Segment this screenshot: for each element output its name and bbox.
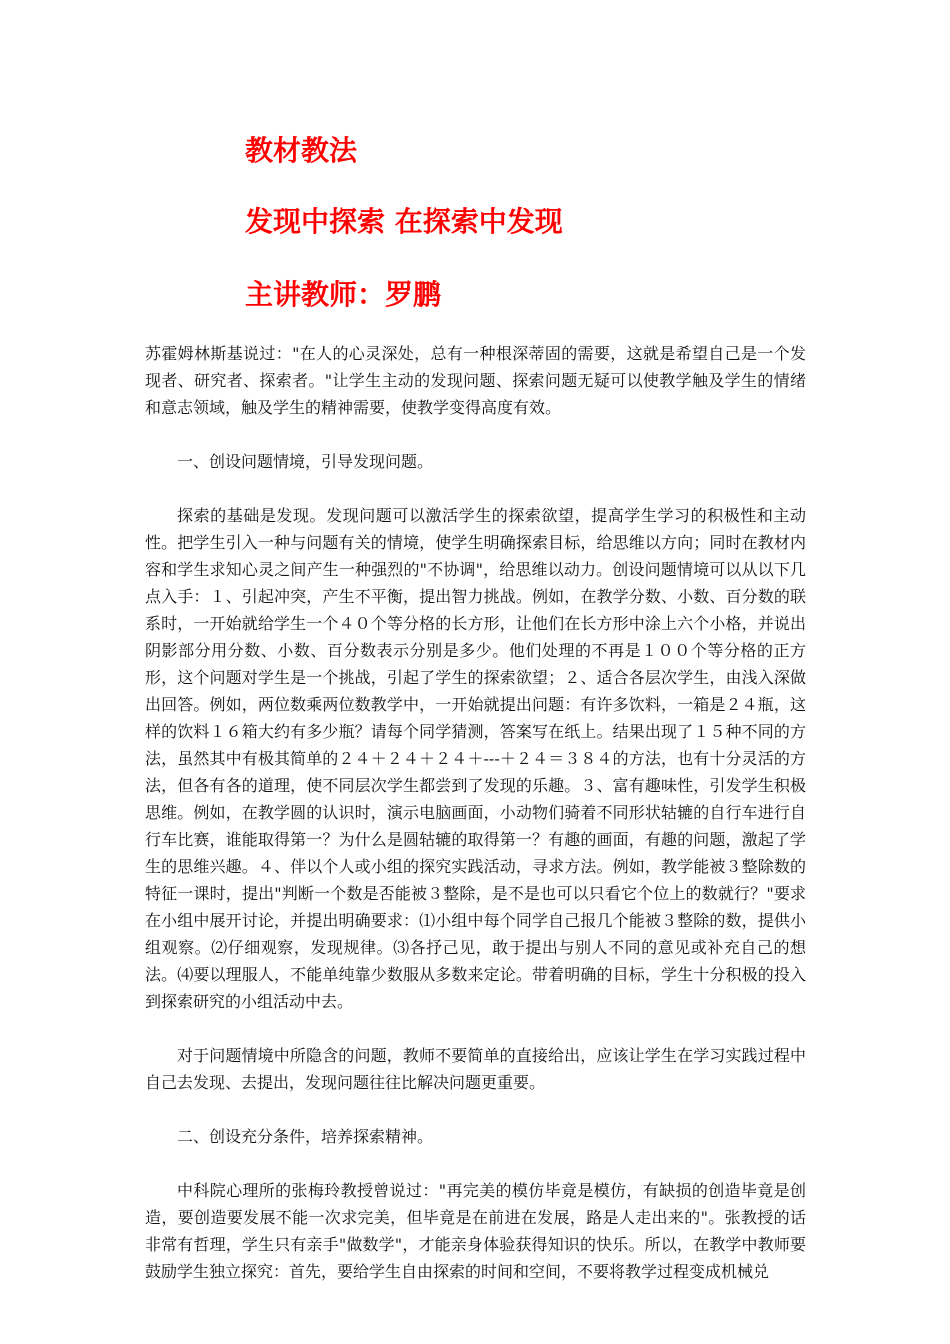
- article-title: 发现中探索 在探索中发现: [245, 205, 563, 238]
- lecturer-heading: 主讲教师：罗鹏: [245, 278, 442, 311]
- section-heading-one: 一、创设问题情境，引导发现问题。: [177, 452, 434, 471]
- article-body: [145, 340, 806, 1285]
- intro-paragraph: 苏霍姆林斯基说过："在人的心灵深处，总有一种根深蒂固的需要，这就是希望自己是一个发现者、研究者、探索者。"让学生主动的发现问题、探索问题无疑可以使教学触及学生的情绪和意志领域，触及学生的精神需要，使教学变得高度有效。: [145, 344, 806, 417]
- category-heading: 教材教法: [245, 134, 358, 167]
- section-one-paragraph: 探索的基础是发现。发现问题可以激活学生的探索欲望，提高学生学习的积极性和主动性。把学生引入一种与问题有关的情境，使学生明确探索目标，给思维以方向；同时在教材内容和学生求知心灵之间产生一种强烈的"不协调"，给思维以动力。创设问题情境可以从以下几点入手：１、引起冲突，产生不平衡，提出智力挑战。例如，在教学分数、小数、百分数的联系时，一开始就给学生一个４０个等分格的长方形，让他们在长方形中涂上六个小格，并说出阴影部分用分数、小数、百分数表示分别是多少。他们处理的不再是１００个等分格的正方形，这个问题对学生是一个挑战，引起了学生的探索欲望；２、适合各层次学生，由浅入深做出回答。例如，两位数乘两位数教学中，一开始就提出问题：有许多饮料，一箱是２４瓶，这样的饮料１６箱大约有多少瓶？请每个同学猜测，答案写在纸上。结果出现了１５种不同的方法，虽然其中有极其简单的２４＋２４＋２４＋---＋２４＝３８４的方法，也有十分灵活的方法，但各有各的道理，使不同层次学生都尝到了发现的乐趣。３、富有趣味性，引发学生积极思维。例如，在教学圆的认识时，演示电脑画面，小动物们骑着不同形状轱辘的自行车进行自行车比赛，谁能取得第一？为什么是圆轱辘的取得第一？有趣的画面，有趣的问题，激起了学生的思维兴趣。４、伴以个人或小组的探究实践活动，寻求方法。例如，教学能被３整除数的特征一课时，提出"判断一个数是否能被３整除，是不是也可以只看它个位上的数就行？"要求在小组中展开讨论，并提出明确要求：⑴小组中每个同学自己报几个能被３整除的数，提供小组观察。⑵仔细观察，发现规律。⑶各抒己见，敢于提出与别人不同的意见或补充自己的想法。⑷要以理服人，不能单纯靠少数服从多数来定论。带着明确的目标，学生十分积极的投入到探索研究的小组活动中去。: [145, 506, 806, 1011]
- section-heading-two: 二、创设充分条件，培养探索精神。: [177, 1127, 434, 1146]
- section-one-conclusion: 对于问题情境中所隐含的问题，教师不要简单的直接给出，应该让学生在学习实践过程中自己去发现、去提出，发现问题往往比解决问题更重要。: [145, 1046, 806, 1092]
- section-two-paragraph: 中科院心理所的张梅玲教授曾说过："再完美的模仿毕竟是模仿，有缺损的创造毕竟是创造，要创造要发展不能一次求完美，但毕竟是在前进在发展，路是人走出来的"。张教授的话非常有哲理，学生只有亲手"做数学"，才能亲身体验获得知识的快乐。所以，在教学中教师要鼓励学生独立探究：首先，要给学生自由探索的时间和空间，不要将教学过程变成机械兑: [145, 1181, 806, 1281]
